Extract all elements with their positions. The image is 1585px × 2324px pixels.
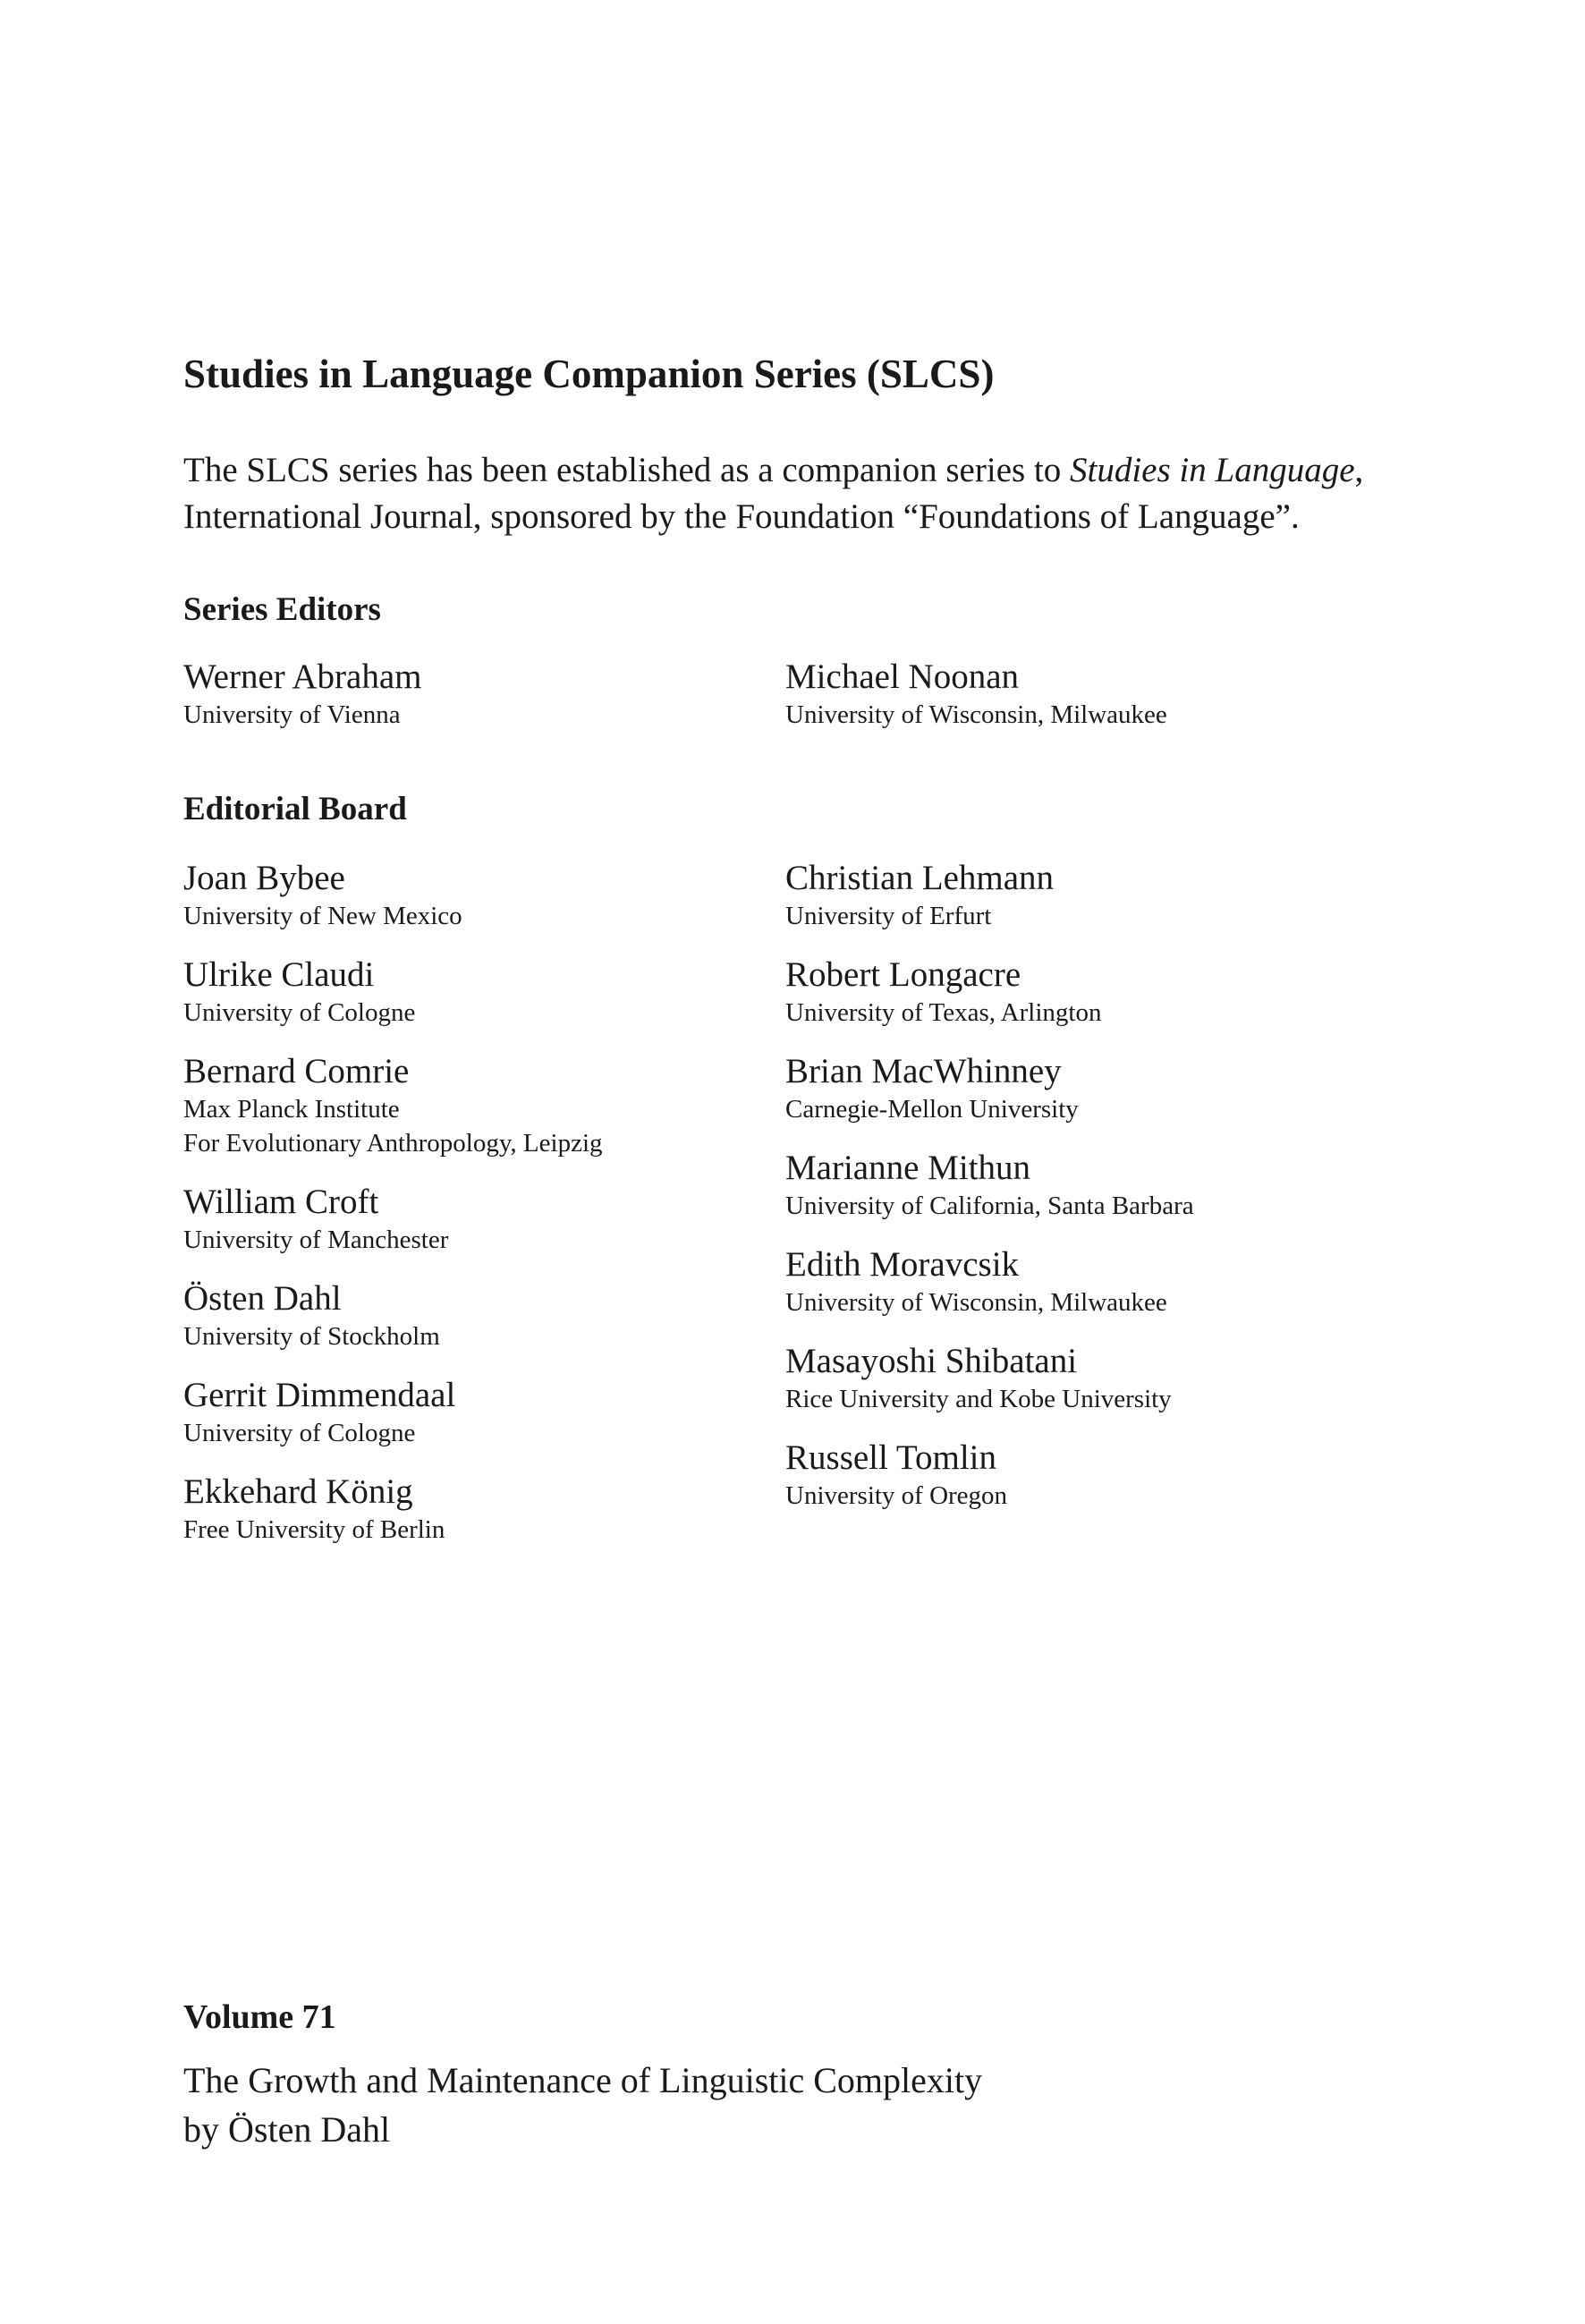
person-name: Gerrit Dimmendaal [183,1376,456,1414]
person-entry [785,1340,1429,1416]
person-name: Östen Dahl [183,1279,342,1318]
person-affiliation: University of Texas, Arlington [785,998,1102,1027]
person-entry [785,1147,1429,1223]
book-title: The Growth and Maintenance of Linguistic Complexity [183,2060,983,2100]
person-name: Joan Bybee [183,859,345,897]
person-name: Werner Abraham [183,657,422,696]
person-entry [785,857,1429,933]
person-name: Ulrike Claudi [183,955,375,994]
volume-label: Volume 71 [183,1998,336,2036]
person-name: Masayoshi Shibatani [785,1342,1078,1380]
person-affiliation: University of Vienna [183,700,401,729]
series-title: Studies in Language Companion Series (SLCS) [183,352,995,396]
person-entry [785,1050,1429,1126]
series-editors-right [785,656,1429,732]
person-name: Bernard Comrie [183,1052,410,1090]
person-name: Edith Moravcsik [785,1245,1020,1284]
editorial-board-heading: Editorial Board [183,791,407,827]
person-entry [183,1181,827,1257]
journal-title: Studies in Language [1070,451,1355,489]
person-entry [785,656,1429,732]
intro-text-part2: , [1354,451,1364,489]
person-name: Brian MacWhinney [785,1052,1062,1090]
intro-text-part1: The SLCS series has been established as a companion series to [183,451,1071,489]
person-entry [785,1437,1429,1513]
person-name: Russell Tomlin [785,1438,996,1477]
person-affiliation: Carnegie-Mellon University [785,1095,1079,1124]
person-affiliation: University of California, Santa Barbara [785,1192,1194,1220]
person-affiliation: University of Stockholm [183,1322,440,1351]
person-entry [183,1050,827,1160]
person-name: Ekkehard König [183,1472,413,1511]
editorial-board-right [785,857,1429,1513]
person-name: Christian Lehmann [785,859,1055,897]
intro-text-line2: International Journal, sponsored by the Foundation “Foundations of Language”. [183,497,1300,536]
person-affiliation: Max Planck Institute [183,1095,400,1124]
series-editors-heading: Series Editors [183,591,381,628]
person-entry [785,954,1429,1030]
person-entry [183,857,827,933]
person-affiliation: University of Cologne [183,998,416,1027]
person-entry [183,1471,827,1547]
person-affiliation: Free University of Berlin [183,1515,445,1544]
book-author: by Östen Dahl [183,2109,391,2150]
person-affiliation: University of Oregon [785,1481,1008,1510]
person-affiliation: University of New Mexico [183,902,462,930]
person-name: Robert Longacre [785,955,1021,994]
person-name: Michael Noonan [785,657,1020,696]
series-intro [183,447,1363,540]
person-affiliation: University of Wisconsin, Milwaukee [785,1288,1167,1317]
person-entry [183,656,827,732]
person-affiliation: Rice University and Kobe University [785,1385,1172,1413]
editorial-board-left [183,857,827,1547]
person-name: William Croft [183,1183,379,1221]
person-affiliation: University of Cologne [183,1419,416,1447]
person-entry [183,954,827,1030]
series-editors-left [183,656,827,732]
person-affiliation: University of Manchester [183,1226,449,1254]
person-name: Marianne Mithun [785,1149,1031,1187]
person-entry [183,1374,827,1450]
person-entry [785,1243,1429,1319]
person-affiliation: University of Wisconsin, Milwaukee [785,700,1167,729]
person-entry [183,1277,827,1353]
person-affiliation: University of Erfurt [785,902,992,930]
person-affiliation: For Evolutionary Anthropology, Leipzig [183,1129,603,1158]
